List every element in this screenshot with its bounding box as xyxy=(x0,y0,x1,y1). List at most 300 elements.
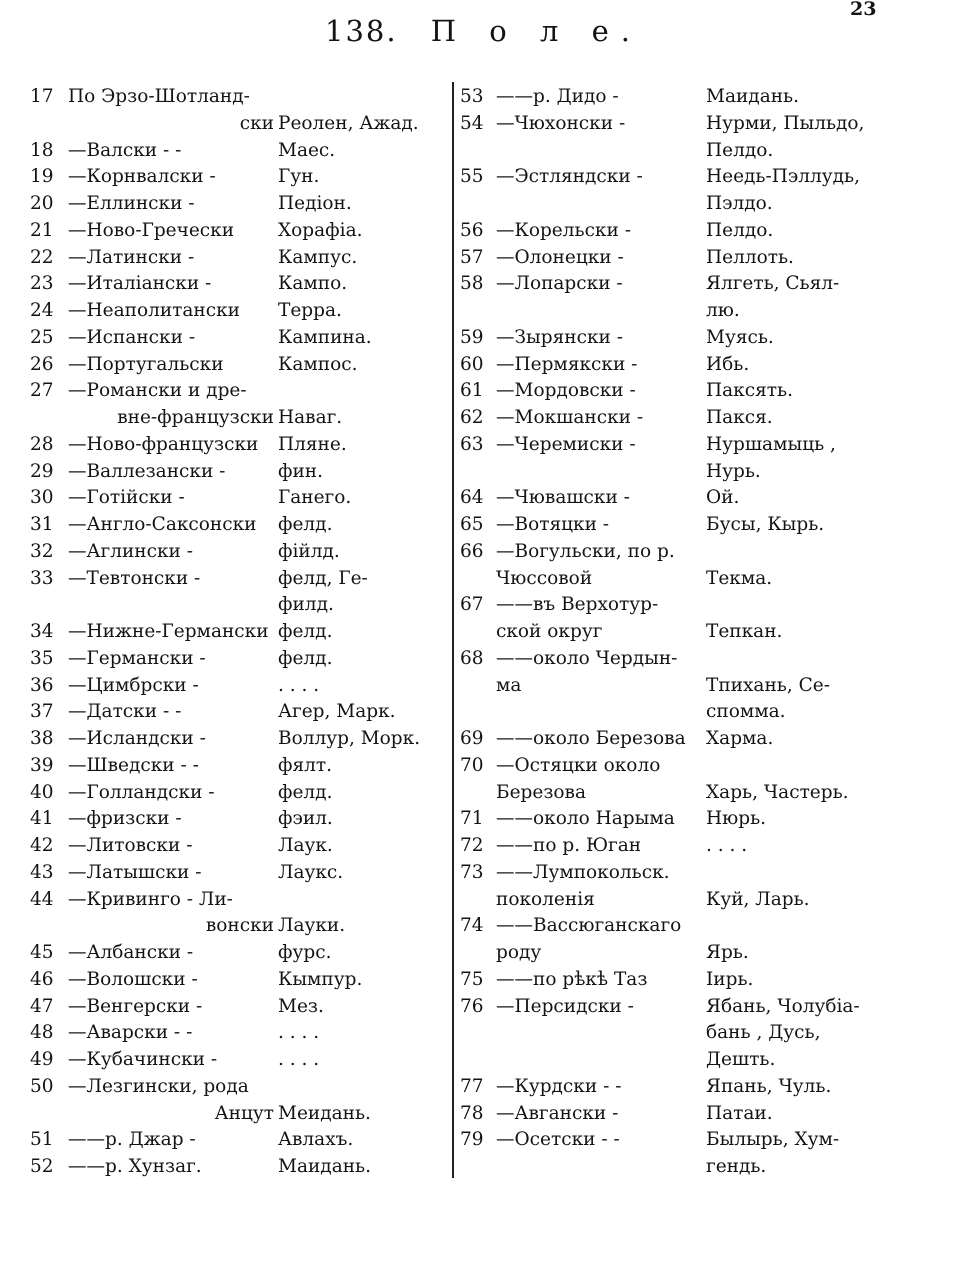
word-for-field: Муясь. xyxy=(706,326,774,348)
language-name: —Испански - xyxy=(68,326,196,348)
word-for-field: Агер, Марк. xyxy=(278,701,396,723)
entry-number: 64 xyxy=(460,487,484,509)
word-for-field: Ибь. xyxy=(706,353,750,375)
word-for-field: Терра. xyxy=(278,300,342,321)
language-name: —Пермякски - xyxy=(496,353,638,375)
language-name: ——по рѣкѣ Таз xyxy=(496,968,648,990)
list-item xyxy=(460,325,880,352)
list-item xyxy=(30,459,450,486)
word-for-field: филд. xyxy=(278,594,334,616)
entry-number: 35 xyxy=(30,647,54,669)
entry-number: 44 xyxy=(30,888,54,910)
entry-line xyxy=(460,940,880,967)
language-name: —Кубачински - xyxy=(68,1049,218,1070)
list-item xyxy=(30,138,450,165)
left-column xyxy=(30,84,450,1181)
word-for-field: Ярь. xyxy=(706,942,749,963)
word-for-field: Паксять. xyxy=(706,380,793,402)
entry-number: 48 xyxy=(30,1022,54,1044)
language-name: ——Вассюганскаго xyxy=(496,915,682,937)
entry-number: 29 xyxy=(30,460,54,482)
word-for-field: Былырь, Хум- xyxy=(706,1129,840,1151)
entry-number: 73 xyxy=(460,861,484,883)
language-name: —Готійски - xyxy=(68,487,185,509)
entry-line xyxy=(460,1020,880,1047)
language-name: —Аварски - - xyxy=(68,1022,193,1044)
language-name: —Персидски - xyxy=(496,995,634,1017)
language-name: —Кривинго - Ли- xyxy=(68,888,233,910)
entry-number: 38 xyxy=(30,728,54,749)
language-name: —Ново-Гречески xyxy=(68,219,235,241)
entry-line xyxy=(460,592,880,619)
language-name: —Авгански - xyxy=(496,1102,619,1124)
list-item xyxy=(30,1127,450,1154)
list-item xyxy=(30,887,450,941)
list-item xyxy=(30,860,450,887)
list-item xyxy=(30,485,450,512)
entry-number: 36 xyxy=(30,674,54,696)
entry-line xyxy=(30,298,450,325)
list-item xyxy=(30,512,450,539)
word-for-field: Нурми, Пыльдо, xyxy=(706,112,865,134)
entry-line xyxy=(460,191,880,218)
list-item xyxy=(460,1074,880,1101)
entry-number: 23 xyxy=(30,273,54,295)
entry-number: 74 xyxy=(460,915,484,937)
entry-number: 26 xyxy=(30,353,54,375)
list-item xyxy=(30,271,450,298)
entry-line xyxy=(30,1074,450,1101)
entry-number: 58 xyxy=(460,273,484,295)
language-name: —Исландски - xyxy=(68,728,206,749)
entry-number: 42 xyxy=(30,835,54,856)
list-item xyxy=(30,84,450,138)
list-item xyxy=(30,378,450,432)
language-name: ——въ Верхотур- xyxy=(496,594,659,616)
page-header xyxy=(325,14,642,48)
entry-line xyxy=(30,994,450,1021)
entry-number: 34 xyxy=(30,621,54,642)
entry-number: 25 xyxy=(30,326,54,348)
entry-number: 40 xyxy=(30,781,54,803)
entry-line xyxy=(460,833,880,860)
column-divider xyxy=(452,82,454,1178)
entry-line xyxy=(30,1154,450,1181)
language-name: —Венгерски - xyxy=(68,995,203,1017)
word-for-field: Кампос. xyxy=(278,353,358,375)
entry-line xyxy=(460,646,880,673)
word-for-field: фин. xyxy=(278,460,324,482)
language-name: По Эрзо-Шотланд- xyxy=(68,86,250,107)
entry-number: 69 xyxy=(460,728,484,749)
list-item xyxy=(30,298,450,325)
word-for-field: Пеллоть. xyxy=(706,246,794,268)
entry-line xyxy=(460,378,880,405)
entry-number: 67 xyxy=(460,594,484,616)
language-name: —Романски и дре- xyxy=(68,380,247,402)
entry-number: 31 xyxy=(30,514,54,535)
word-for-field: Мез. xyxy=(278,995,324,1017)
language-name: —Италіански - xyxy=(68,273,212,295)
entry-line xyxy=(30,218,450,245)
entry-number: 51 xyxy=(30,1129,54,1151)
entry-number: 76 xyxy=(460,995,484,1017)
language-name: —Шведски - - xyxy=(68,754,199,776)
list-item xyxy=(30,994,450,1021)
word-for-field: Кампина. xyxy=(278,326,372,348)
entry-line xyxy=(460,111,880,138)
word-for-field: Харма. xyxy=(706,728,774,749)
list-item xyxy=(460,352,880,379)
word-for-field: Кампус. xyxy=(278,246,358,268)
list-item xyxy=(460,271,880,325)
list-item xyxy=(460,592,880,646)
word-for-field: Бусы, Кырь. xyxy=(706,514,825,535)
word-for-field: Пелдо. xyxy=(706,219,774,241)
language-name: ——около Нарыма xyxy=(496,808,675,830)
language-name: роду xyxy=(496,942,542,963)
word-for-field: фялт. xyxy=(278,754,333,776)
language-name: ма xyxy=(496,674,522,696)
word-for-field: фурс. xyxy=(278,942,332,963)
language-name: ——р. Дидо - xyxy=(496,86,619,107)
language-name: —Чюхонски - xyxy=(496,112,626,134)
right-column xyxy=(460,84,880,1181)
word-for-field: Кампо. xyxy=(278,273,348,295)
list-item xyxy=(460,967,880,994)
list-item xyxy=(460,164,880,218)
entry-number: 19 xyxy=(30,166,54,188)
entry-line xyxy=(460,806,880,833)
list-item xyxy=(30,539,450,566)
list-item xyxy=(30,1047,450,1074)
word-for-field: Нуршамыць , xyxy=(706,433,836,455)
entry-number: 66 xyxy=(460,540,484,562)
entry-number: 39 xyxy=(30,754,54,776)
entry-line xyxy=(460,566,880,593)
word-for-field: . . . . xyxy=(278,1049,320,1070)
language-name: ски xyxy=(239,112,274,134)
entry-line xyxy=(460,860,880,887)
word-for-field: Харь, Частерь. xyxy=(706,781,849,803)
entry-line xyxy=(460,913,880,940)
entry-line xyxy=(460,699,880,726)
entry-line xyxy=(460,726,880,753)
entry-line xyxy=(30,860,450,887)
entry-line xyxy=(30,780,450,807)
language-name: ——р. Хунзаг. xyxy=(68,1156,202,1177)
word-for-field: Ялгеть, Сьял- xyxy=(706,273,840,295)
entry-number: 17 xyxy=(30,86,54,107)
entry-number: 53 xyxy=(460,86,484,107)
word-for-field: Лауки. xyxy=(278,915,346,937)
language-name: —Чювашски - xyxy=(496,487,630,509)
language-name: вне-французски xyxy=(117,407,274,428)
language-name: вонски xyxy=(205,915,274,937)
language-name: —Датски - - xyxy=(68,701,182,723)
entry-line xyxy=(30,646,450,673)
word-for-field: Пакся. xyxy=(706,407,773,428)
word-for-field: . . . . xyxy=(278,674,320,696)
header-page-number: 138. xyxy=(325,14,398,48)
entry-line xyxy=(30,539,450,566)
language-name: поколенія xyxy=(496,888,595,910)
language-name: ской округ xyxy=(496,621,603,642)
entry-number: 47 xyxy=(30,995,54,1017)
entry-line xyxy=(30,378,450,405)
list-item xyxy=(460,512,880,539)
word-for-field: . . . . xyxy=(706,835,748,856)
list-item xyxy=(460,913,880,967)
entry-line xyxy=(460,1154,880,1181)
entry-line xyxy=(460,967,880,994)
list-item xyxy=(30,726,450,753)
list-item xyxy=(460,994,880,1074)
language-name: —Мордовски - xyxy=(496,380,636,402)
entry-line xyxy=(460,1047,880,1074)
entry-number: 68 xyxy=(460,647,484,669)
entry-number: 37 xyxy=(30,701,54,723)
language-name: —Албански - xyxy=(68,942,194,963)
list-item xyxy=(30,352,450,379)
list-item xyxy=(30,325,450,352)
entry-line xyxy=(30,619,450,646)
language-name: —Нижне-Германски xyxy=(68,621,269,642)
entry-number: 33 xyxy=(30,567,54,589)
entry-line xyxy=(30,1101,450,1128)
entry-number: 52 xyxy=(30,1156,54,1177)
entry-number: 24 xyxy=(30,300,54,321)
list-item xyxy=(30,218,450,245)
list-item xyxy=(460,218,880,245)
word-for-field: Реолен, Ажад. xyxy=(278,112,419,134)
language-name: —фризски - xyxy=(68,808,182,830)
word-for-field: Воллур, Морк. xyxy=(278,728,421,749)
word-for-field: . . . . xyxy=(278,1022,320,1044)
list-item xyxy=(460,539,880,593)
entry-line xyxy=(460,887,880,914)
list-item xyxy=(30,646,450,673)
list-item xyxy=(460,432,880,486)
list-item xyxy=(30,619,450,646)
entry-number: 30 xyxy=(30,487,54,509)
word-for-field: Лаукс. xyxy=(278,861,344,883)
word-for-field: Лаук. xyxy=(278,835,333,856)
entry-line xyxy=(30,887,450,914)
language-name: Чюссовой xyxy=(496,567,593,589)
list-item xyxy=(30,1074,450,1128)
entry-line xyxy=(30,84,450,111)
entry-number: 27 xyxy=(30,380,54,402)
entry-line xyxy=(460,994,880,1021)
word-for-field: Іирь. xyxy=(706,968,754,990)
entry-line xyxy=(460,673,880,700)
entry-line xyxy=(30,940,450,967)
entry-number: 56 xyxy=(460,219,484,241)
entry-line xyxy=(460,138,880,165)
word-for-field: Япань, Чуль. xyxy=(706,1075,832,1097)
entry-line xyxy=(460,298,880,325)
word-for-field: Патаи. xyxy=(706,1102,773,1124)
list-item xyxy=(460,860,880,914)
entry-line xyxy=(30,1020,450,1047)
entry-number: 72 xyxy=(460,835,484,856)
entry-line xyxy=(30,352,450,379)
entry-number: 75 xyxy=(460,968,484,990)
entry-line xyxy=(30,432,450,459)
entry-line xyxy=(460,352,880,379)
language-name: —Лезгински, рода xyxy=(68,1075,249,1097)
list-item xyxy=(460,833,880,860)
language-name: —Голландски - xyxy=(68,781,215,803)
entry-line xyxy=(460,1127,880,1154)
language-name: —Лопарски - xyxy=(496,273,623,295)
word-for-field: Ябань, Чолубіа- xyxy=(706,995,860,1017)
entry-line xyxy=(30,325,450,352)
language-name: ——около Березова xyxy=(496,728,686,749)
word-for-field: Меидань. xyxy=(278,1102,371,1124)
language-name: —Ново-французски xyxy=(68,433,259,455)
word-for-field: Куй, Ларь. xyxy=(706,888,810,910)
entry-number: 55 xyxy=(460,166,484,188)
entry-line xyxy=(460,1101,880,1128)
entry-line xyxy=(460,325,880,352)
word-for-field: фэил. xyxy=(278,808,333,830)
entry-number: 60 xyxy=(460,353,484,375)
list-item xyxy=(30,1154,450,1181)
language-name: —Олонецки - xyxy=(496,246,624,268)
list-item xyxy=(30,780,450,807)
language-name: —Вогульски, по р. xyxy=(496,540,675,562)
word-for-field: Нурь. xyxy=(706,460,761,482)
entry-line xyxy=(30,271,450,298)
list-item xyxy=(30,566,450,620)
word-for-field: Авлахъ. xyxy=(278,1129,354,1151)
entry-line xyxy=(30,512,450,539)
list-item xyxy=(460,405,880,432)
list-item xyxy=(460,753,880,807)
word-for-field: Дешть. xyxy=(706,1049,776,1070)
list-item xyxy=(460,806,880,833)
word-for-field: фелд. xyxy=(278,647,333,669)
language-name: —Вотяцки - xyxy=(496,514,610,535)
word-for-field: Хорафіа. xyxy=(278,219,363,241)
entry-number: 77 xyxy=(460,1075,484,1097)
language-name: —Цимбрски - xyxy=(68,674,199,696)
entry-line xyxy=(30,833,450,860)
entry-line xyxy=(460,245,880,272)
list-item xyxy=(30,1020,450,1047)
entry-number: 70 xyxy=(460,754,484,776)
entry-number: 21 xyxy=(30,219,54,241)
entry-line xyxy=(460,164,880,191)
language-name: ——по р. Юган xyxy=(496,835,642,856)
entry-number: 18 xyxy=(30,139,54,161)
list-item xyxy=(460,1127,880,1181)
list-item xyxy=(460,485,880,512)
word-for-field: гендь. xyxy=(706,1156,767,1177)
list-item xyxy=(30,245,450,272)
language-name: —Еллински - xyxy=(68,193,195,214)
list-item xyxy=(30,673,450,700)
language-name: —Португальски xyxy=(68,353,224,375)
language-name: —Литовски - xyxy=(68,835,193,856)
word-for-field: бань , Дусь, xyxy=(706,1022,821,1044)
language-name: ——р. Джар - xyxy=(68,1129,196,1151)
language-name: —Англо-Саксонски xyxy=(68,514,257,535)
entry-number: 54 xyxy=(460,112,484,134)
language-name: —Латински - xyxy=(68,246,195,268)
language-name: ——Лумпокольск. xyxy=(496,861,670,883)
entry-line xyxy=(460,432,880,459)
entry-number: 57 xyxy=(460,246,484,268)
language-name: Березова xyxy=(496,781,587,803)
language-name: —Аглински - xyxy=(68,540,194,562)
entry-number: 50 xyxy=(30,1075,54,1097)
list-item xyxy=(460,245,880,272)
word-for-field: Тепкан. xyxy=(706,621,783,642)
entry-number: 78 xyxy=(460,1102,484,1124)
word-for-field: Маидань. xyxy=(278,1156,372,1177)
word-for-field: Маидань. xyxy=(706,86,800,107)
word-for-field: Нюрь. xyxy=(706,808,767,830)
entry-line xyxy=(30,1127,450,1154)
entry-line xyxy=(460,780,880,807)
entry-number: 22 xyxy=(30,246,54,268)
list-item xyxy=(30,967,450,994)
word-for-field: Гун. xyxy=(278,166,320,188)
entry-line xyxy=(30,913,450,940)
entry-number: 46 xyxy=(30,968,54,990)
entry-line xyxy=(460,753,880,780)
word-for-field: Маес. xyxy=(278,139,336,161)
list-item xyxy=(30,833,450,860)
word-for-field: фійлд. xyxy=(278,540,340,562)
entry-line xyxy=(30,1047,450,1074)
entry-line xyxy=(30,245,450,272)
language-name: —Валлезански - xyxy=(68,460,226,482)
entry-number: 61 xyxy=(460,380,484,402)
language-name: —Осетски - - xyxy=(496,1129,620,1151)
entry-line xyxy=(30,459,450,486)
language-name: —Черемиски - xyxy=(496,433,636,455)
language-name: —Тевтонски - xyxy=(68,567,201,589)
entry-line xyxy=(30,753,450,780)
entry-number: 59 xyxy=(460,326,484,348)
entry-number: 32 xyxy=(30,540,54,562)
language-name: —Остяцки около xyxy=(496,754,661,776)
word-for-field: спомма. xyxy=(706,701,786,723)
entry-number: 71 xyxy=(460,808,484,830)
entry-line xyxy=(30,111,450,138)
entry-number: 63 xyxy=(460,433,484,455)
entry-number: 49 xyxy=(30,1049,54,1070)
language-name: —Корнвалски - xyxy=(68,166,216,188)
word-for-field: Неедь-Пэллудь, xyxy=(706,166,860,188)
entry-line xyxy=(30,699,450,726)
list-item xyxy=(30,432,450,459)
word-for-field: Пелдо. xyxy=(706,139,774,161)
corner-page-number: 23 xyxy=(850,0,877,20)
entry-line xyxy=(460,512,880,539)
list-item xyxy=(30,753,450,780)
word-for-field: Ой. xyxy=(706,487,740,509)
entry-line xyxy=(30,164,450,191)
word-for-field: Текма. xyxy=(706,567,773,589)
word-for-field: Наваг. xyxy=(278,407,343,428)
language-name: —Курдски - - xyxy=(496,1075,622,1097)
word-for-field: фелд. xyxy=(278,621,333,642)
